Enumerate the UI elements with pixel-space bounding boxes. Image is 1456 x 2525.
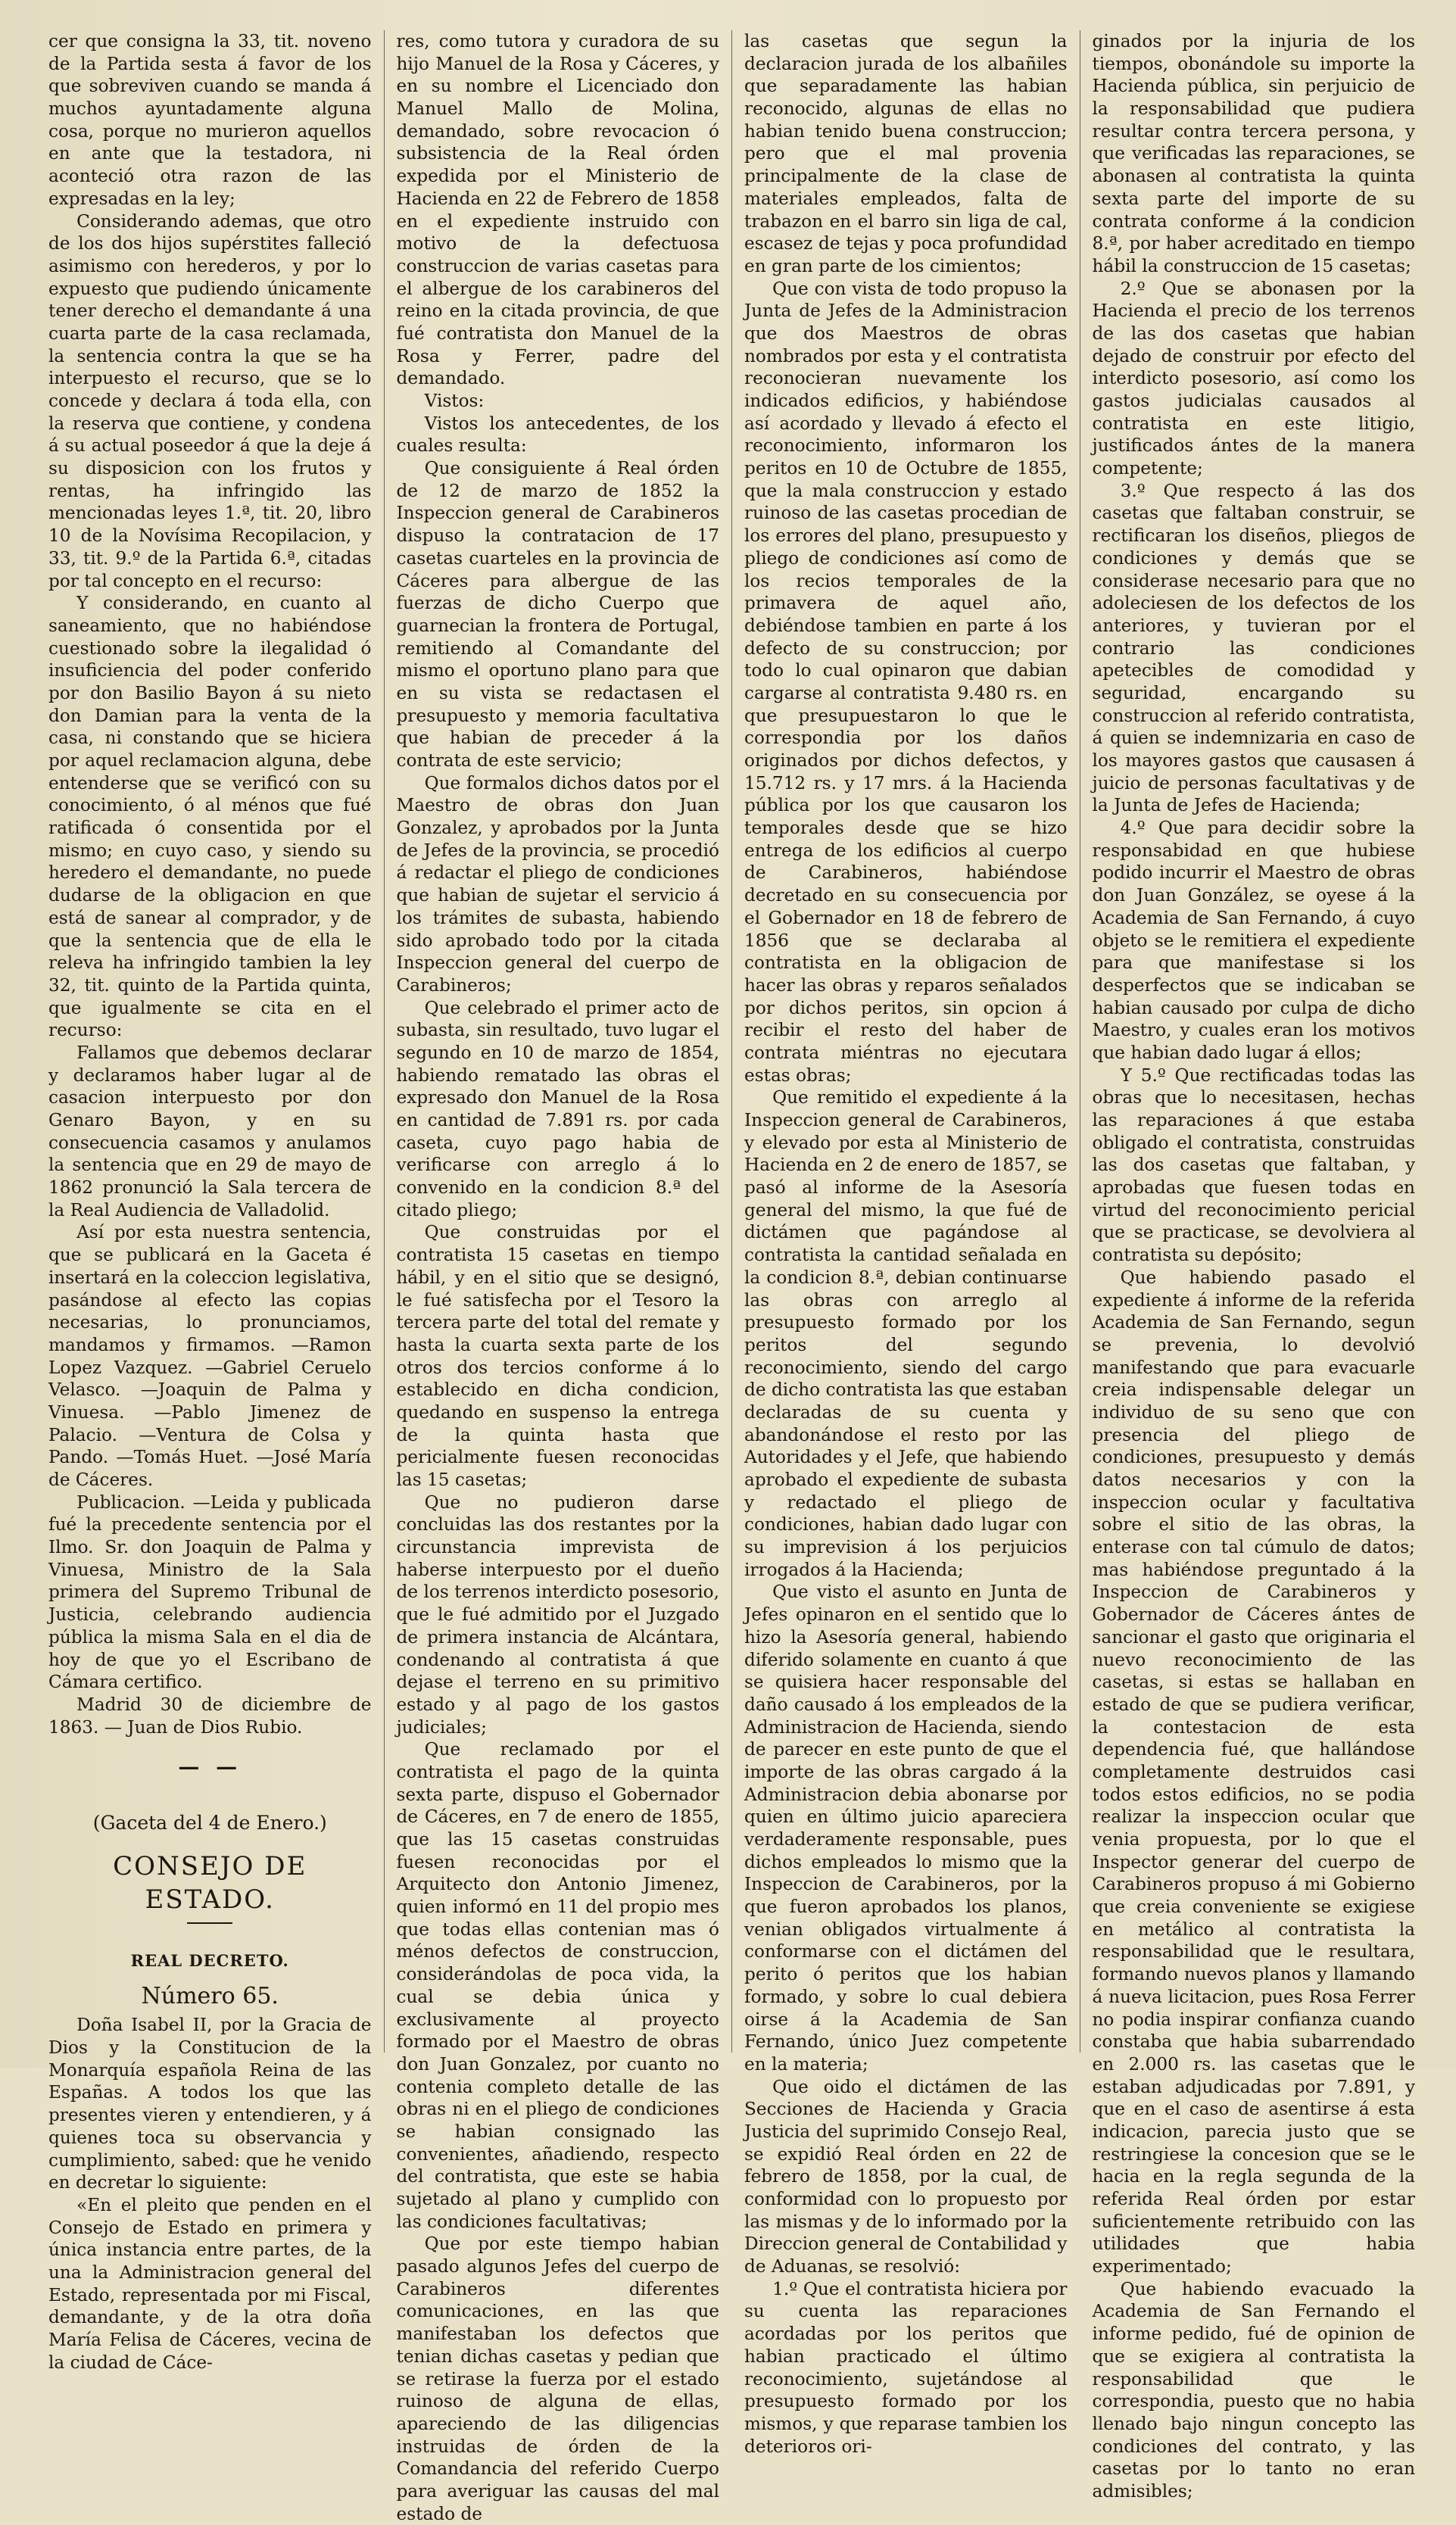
paragraph: Publicacion. —Leida y publicada fué la precedente sentencia por el Ilmo. Sr. don Joaquin de Palma y Vinuesa, Ministro de la Sala primera del Supremo Tribunal de Justicia, celebrando audiencia pública la misma Sala en el dia de hoy de que yo el Escribano de Cámara certifico. bbox=[48, 1492, 372, 1693]
column-3 bbox=[731, 30, 1080, 2457]
paragraph: Vistos los antecedentes, de los cuales resulta: bbox=[396, 413, 719, 457]
gazette-reference: (Gaceta del 4 de Enero.) bbox=[92, 1812, 327, 1835]
paragraph: Que oido el dictámen de las Secciones de Hacienda y Gracia Justicia del suprimido Consejo Real, se expidió Real órden en 22 de febrero de 1858, por la cual, de conformidad con lo propuesto por las mismas y de lo informado por la Direccion general de Contabilidad y de Aduanas, se resolvió: bbox=[744, 2076, 1068, 2277]
paragraph: Que construidas por el contratista 15 casetas en tiempo hábil, y en el sitio que se designó, le fué satisfecha por el Tesoro la tercera parte del total del remate y hasta la cuarta sexta parte de los otros dos tercios conforme á lo establecido en dicha condicion, quedando en suspenso la entrega de la quinta hasta que pericialmente fuesen reconocidas las 15 casetas; bbox=[396, 1222, 719, 1490]
paragraph: Que remitido el expediente á la Inspeccion general de Carabineros, y elevado por esta al Ministerio de Hacienda en 2 de enero de 1857, se pasó al informe de la Asesoría general del mismo, la que fué de dictámen que pagándose al contratista la cantidad señalada en la condicion 8.ª, debian continuarse las obras con arreglo al presupuesto formado por los peritos del segundo reconocimiento, siendo del cargo de dicho contratista las que estaban declaradas de su cuenta y abandonándose el resto por las Autoridades y el Jefe, que habiendo aprobado el expediente de subasta y redactado el pliego de condiciones, habian dado lugar con su imprevision á los perjuicios irrogados á la Hacienda; bbox=[744, 1087, 1068, 1580]
column-2 bbox=[384, 30, 732, 2524]
paragraph: Que habiendo evacuado la Academia de San Fernando el informe pedido, fué de opinion de que se exigiera al contratista la responsabilidad que le correspondia, puesto que no habia llenado bajo ningun concepto las condiciones del contrato, y las casetas por lo tanto no eran admisibles; bbox=[1092, 2278, 1415, 2502]
paragraph: 4.º Que para decidir sobre la responsabidad en que hubiese podido incurrir el Maestro de obras don Juan González, se oyese á la Academia de San Fernando, á cuyo objeto se le remitiera el expediente para que manifestase si los desperfectos que se indicaban se habian causado por culpa de dicho Maestro, y cuales eran los motivos que habian dado lugar á ellos; bbox=[1092, 818, 1415, 1063]
paragraph: Que no pudieron darse concluidas las dos restantes por la circunstancia imprevista de haberse interpuesto por el dueño de los terrenos interdicto posesorio, que le fué admitido por el Juzgado de primera instancia de Alcántara, condenando al contratista á que dejase el terreno en su primitivo estado y al pago de los gastos judiciales; bbox=[396, 1492, 719, 1738]
paragraph: Que habiendo pasado el expediente á informe de la referida Academia de San Fernando, segun se prevenia, lo devolvió manifestando que para evacuarle creia indispensable delegar un individuo de su seno que con presencia del pliego de condiciones, presupuesto y demás datos necesarios y con la inspeccion ocular y facultativa sobre el sitio de las obras, la enterase con tal cúmulo de datos; mas habiéndose preguntado á la Inspeccion de Carabineros y Gobernador de Cáceres ántes de sancionar el gasto que originaria el nuevo reconocimiento de las casetas, si estas se hallaban en estado de que se pudiera verificar, la contestacion de esta dependencia fué, que hallándose completamente destruidos casi todos estos edificios, no se podia realizar la inspeccion ocular que venia propuesta, por lo que el Inspector generar del cuerpo de Carabineros propuso á mi Gobierno que creia conveniente se exigiese en metálico al contratista la responsabilidad que le resultara, formando nuevos planos y llamando á nueva licitacion, pues Rosa Ferrer no podia inspirar confianza cuando constaba que habia subarrendado en 2.000 rs. las casetas que le estaban adjudicadas por 7.891, y que en el caso de asentirse á esta indicacion, parecia justo que se restringiese la concesion que se le hacia en la regla segunda de la referida Real órden por estar suficientemente retribuido con las utilidades que habia experimentado; bbox=[1092, 1267, 1415, 2277]
paragraph: Que con vista de todo propuso la Junta de Jefes de la Administracion que dos Maestros de obras nombrados por esta y el contratista reconocieran nuevamente los indicados edificios, y habiéndose así acordado y llevado á efecto el reconocimiento, informaron los peritos en 10 de Octubre de 1855, que la mala construccion y estado ruinoso de las casetas procedian de los errores del plano, presupuesto y pliego de condiciones así como de los recios temporales de la primavera de aquel año, debiéndose tambien en parte á los defecto de su construccion; por todo lo cual opinaron que dabian cargarse al contratista 9.480 rs. en que presupuestaron lo que le correspondia por los daños originados por dichos defectos, y 15.712 rs. y 17 mrs. á la Hacienda pública por los que causaron los temporales desde que se hizo entrega de los edificios al cuerpo de Carabineros, habiéndose decretado en su consecuencia por el Gobernador en 18 de febrero de 1856 que se declaraba al contratista en la obligacion de hacer las obras y reparos señalados por dichos peritos, sin opcion á recibir el resto del haber de contrata miéntras no ejecutara estas obras; bbox=[744, 278, 1068, 1086]
section-heading: CONSEJO DE ESTADO. bbox=[113, 1851, 307, 1915]
paragraph: 1.º Que el contratista hiciera por su cuenta las reparaciones acordadas por los peritos que habian practicado el último reconocimiento, sujetándose al presupuesto formado por los mismos, y que reparase tambien los deterioros ori- bbox=[744, 2278, 1068, 2457]
section-separator: — — bbox=[178, 1754, 242, 1780]
paragraph: Y 5.º Que rectificadas todas las obras que lo necesitasen, hechas las reparaciones á que estaba obligado el contratista, construidas las dos casetas que faltaban, y aprobadas que fuesen todas en virtud del reconocimiento pericial que se practicase, se devolviera al contratista su depósito; bbox=[1092, 1065, 1415, 1266]
paragraph: Y considerando, en cuanto al saneamiento, que no habiéndose cuestionado sobre la ilegalidad ó insuficiencia del poder conferido por don Basilio Bayon á su nieto don Damian para la venta de la casa, ni constando que se hiciera por aquel reclamacion alguna, debe entenderse que se verificó con su conocimiento, ó al ménos que fué ratificada ó consentida por el mismo; en cuyo caso, y siendo su heredero el demandante, no puede dudarse de la obligacion en que está de sanear al comprador, y de que la sentencia que de ella le releva ha infringido tambien la ley 32, tit. quinto de la Partida quinta, que igualmente se cita en el recurso: bbox=[48, 593, 372, 1041]
paragraph: Vistos: bbox=[424, 391, 485, 411]
column-4 bbox=[1080, 30, 1428, 2502]
paragraph: cer que consigna la 33, tit. noveno de la Partida sesta á favor de los que sobreviven cuando se manda á muchos ayuntadamente alguna cosa, porque no murieron aquellos en ante que la testadora, ni aconteció otra razon de las expresadas en la ley; bbox=[48, 31, 372, 209]
paragraph: 3.º Que respecto á las dos casetas que faltaban construir, se rectificaran los diseños, pliegos de condiciones y demás que se considerase necesario para que no adoleciesen de los defectos de los anteriores, y tuvieran por el contrario las condiciones apetecibles de comodidad y seguridad, encargando su construccion al referido contratista, á quien se indemnizaria en caso de los mayores gastos que causasen á juicio de personas facultativas y de la Junta de Jefes de Hacienda; bbox=[1092, 480, 1415, 816]
decree-title: REAL DECRETO. bbox=[130, 1951, 289, 1971]
paragraph: Que visto el asunto en Junta de Jefes opinaron en el sentido que lo hizo la Asesoría general, habiendo diferido solamente en cuanto á que se quisiera hacer responsable del daño causado á los empleados de la Administracion de Hacienda, siendo de parecer en este punto de que el importe de las obras cargado á la Administracion debia abonarse por quien en último juicio apareciera verdaderamente responsable, pues dichos empleados lo mismo que la Inspeccion de Carabineros, por la que fueron aprobados los planos, venian obligados virtualmente á conformarse con el dictámen del perito ó peritos que los habian formado, y sobre lo cual debiera oirse á la Academia de San Fernando, único Juez competente en la materia; bbox=[744, 1582, 1068, 2075]
paragraph: Que por este tiempo habian pasado algunos Jefes del cuerpo de Carabineros diferentes comunicaciones, en las que manifestaban los defectos que tenian dichas casetas y pedian que se retirase la fuerza por el estado ruinoso de alguna de ellas, apareciendo de las diligencias instruidas de órden de la Comandancia del referido Cuerpo para averiguar las causas del mal estado de bbox=[396, 2234, 719, 2524]
paragraph: Que formalos dichos datos por el Maestro de obras don Juan Gonzalez, y aprobados por la Junta de Jefes de la provincia, se procedió á redactar el pliego de condiciones que habian de sujetar el servicio á los trámites de subasta, habiendo sido aprobado todo por la citada Inspeccion general del cuerpo de Carabineros; bbox=[396, 772, 719, 996]
paragraph: «En el pleito que penden en el Consejo de Estado en primera y única instancia entre partes, de la una la Administracion general del Estado, representada por mi Fiscal, demandante, y de la otra doña María Felisa de Cáceres, vecina de la ciudad de Cáce- bbox=[48, 2194, 372, 2373]
paragraph: Así por esta nuestra sentencia, que se publicará en la Gaceta é insertará en la coleccion legislativa, pasándose al efecto las copias necesarias, lo pronunciamos, mandamos y firmamos. —Ramon Lopez Vazquez. —Gabriel Ceruelo Velasco. —Joaquin de Palma y Vinuesa. —Pablo Jimenez de Palacio. —Ventura de Colsa y Pando. —Tomás Huet. —José María de Cáceres. bbox=[48, 1222, 372, 1490]
column-1 bbox=[36, 30, 384, 2373]
paragraph: ginados por la injuria de los tiempos, obonándole su importe la Hacienda pública, sin perjuicio de la responsabilidad que pudiera resultar contra tercera persona, y que verificadas las reparaciones, se abonasen al contratista la quinta sexta parte del importe de su contrata conforme á la condicion 8.ª, por haber acreditado en tiempo hábil la construccion de 15 casetas; bbox=[1092, 31, 1415, 276]
paragraph: Que consiguiente á Real órden de 12 de marzo de 1852 la Inspeccion general de Carabineros dispuso la contratacion de 17 casetas cuarteles en la provincia de Cáceres para albergue de las fuerzas de dicho Cuerpo que guarnecian la frontera de Portugal, remitiendo al Comandante del mismo el oportuno plano para que en su vista se redactasen el presupuesto y memoria facultativa que habian de preceder á la contrata de este servicio; bbox=[396, 458, 719, 771]
paragraph: 2.º Que se abonasen por la Hacienda el precio de los terrenos de las dos casetas que habian dejado de construir por efecto del interdicto posesorio, así como los gastos judicialas causados al contratista en este litigio, justificados ántes de la manera competente; bbox=[1092, 278, 1415, 479]
paragraph: Considerando ademas, que otro de los dos hijos supérstites falleció asimismo con herederos, y por lo expuesto que pudiendo únicamente tener derecho el demandante á una cuarta parte de la casa reclamada, la sentencia contra la que se ha interpuesto el recurso, que se lo concede y declara á toda ella, con la reserva que contiene, y condena á su actual poseedor á que la deje á su disposicion con los frutos y rentas, ha infringido las mencionadas leyes 1.ª, tit. 20, libro 10 de la Novísima Recopilacion, y 33, tit. 9.º de la Partida 6.ª, citadas por tal concepto en el recurso: bbox=[48, 210, 372, 591]
paragraph: res, como tutora y curadora de su hijo Manuel de la Rosa y Cáceres, y en su nombre el Licenciado don Manuel Mallo de Molina, demandado, sobre revocacion ó subsistencia de la Real órden expedida por el Ministerio de Hacienda en 22 de Febrero de 1858 en el expediente instruido con motivo de la defectuosa construccion de varias casetas para el albergue de los carabineros del reino en la citada provincia, de que fué contratista don Manuel de la Rosa y Ferrer, padre del demandado. bbox=[396, 31, 719, 389]
paragraph: las casetas que segun la declaracion jurada de los albañiles que separadamente las habian reconocido, algunas de ellas no habian tenido buena construccion; pero que el mal provenia principalmente de la clase de materiales empleados, falta de trabazon en el barro sin liga de cal, escasez de tejas y poca profundidad en gran parte de los cimientos; bbox=[744, 31, 1068, 276]
paragraph: Fallamos que debemos declarar y declaramos haber lugar al de casacion interpuesto por don Genaro Bayon, y en su consecuencia casamos y anulamos la sentencia que en 29 de mayo de 1862 pronunció la Sala tercera de la Real Audiencia de Valladolid. bbox=[48, 1042, 372, 1220]
paragraph: Doña Isabel II, por la Gracia de Dios y la Constitucion de la Monarquía española Reina de las Españas. A todos los que las presentes vieren y entendieren, y á quienes toca su observancia y cumplimiento, sabed: que he venido en decretar lo siguiente: bbox=[48, 2015, 372, 2193]
heading-rule bbox=[187, 1922, 232, 1924]
paragraph: Que celebrado el primer acto de subasta, sin resultado, tuvo lugar el segundo en 10 de marzo de 1854, habiendo rematado las obras el expresado don Manuel de la Rosa en cantidad de 7.891 rs. por cada caseta, cuyo pago habia de verificarse con arreglo á lo convenido en la condicion 8.ª del citado pliego; bbox=[396, 997, 719, 1220]
paragraph: Que reclamado por el contratista el pago de la quinta sexta parte, dispuso el Gobernador de Cáceres, en 7 de enero de 1855, que las 15 casetas construidas fuesen reconocidas por el Arquitecto don Antonio Jimenez, quien informó en 11 del propio mes que todas ellas contenian mas ó ménos defectos de construccion, considerándolas de poca vida, la cual se debia única y exclusivamente al proyecto formado por el Maestro de obras don Juan Gonzalez, por cuanto no contenia completo detalle de las obras ni en el pliego de condiciones se habian consignado las convenientes, añadiendo, respecto del contratista, que este se habia sujetado al plano y cumplido con las condiciones facultativas; bbox=[396, 1739, 719, 2232]
signature-date: Madrid 30 de diciembre de 1863. — Juan de Dios Rubio. bbox=[48, 1694, 372, 1738]
decree-number: Número 65. bbox=[141, 1982, 279, 2009]
columns bbox=[36, 30, 1427, 2524]
